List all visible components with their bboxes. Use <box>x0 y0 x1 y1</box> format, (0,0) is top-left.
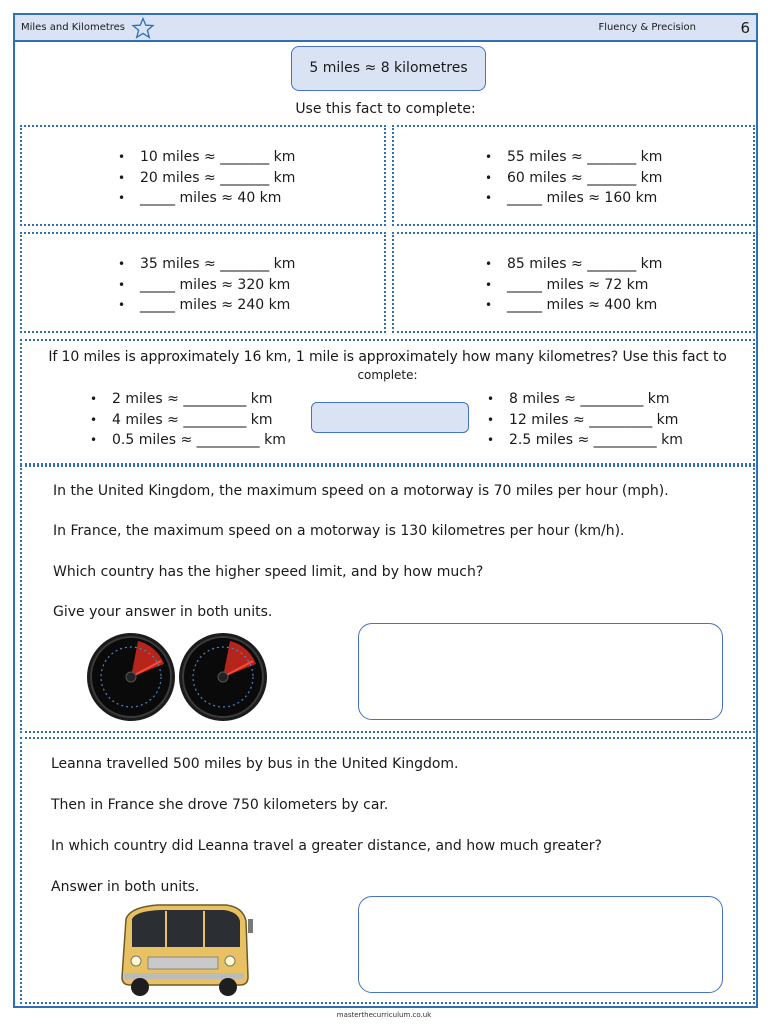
list-item: • _____ miles ≈ 240 km <box>118 295 295 316</box>
exercise-box-4 <box>392 232 755 333</box>
list-item: • 85 miles ≈ _______ km <box>485 254 662 275</box>
header-bar <box>15 15 756 42</box>
section-label: Fluency & Precision <box>598 22 696 33</box>
working-box[interactable] <box>311 402 469 433</box>
list-item: • 4 miles ≈ _________ km <box>90 410 286 431</box>
speedometer-icon <box>87 632 267 722</box>
footer-website: masterthecurriculum.co.uk <box>336 1011 432 1019</box>
question-text: Which country has the higher speed limit, and by how much? <box>53 564 484 580</box>
answer-box[interactable] <box>358 896 723 993</box>
list-item: • _____ miles ≈ 40 km <box>118 188 295 209</box>
question-text: In the United Kingdom, the maximum speed on a motorway is 70 miles per hour (mph). <box>53 483 669 499</box>
answer-box[interactable] <box>358 623 723 720</box>
question-text: Leanna travelled 500 miles by bus in the United Kingdom. <box>51 756 459 772</box>
exercise-box-1 <box>20 125 386 226</box>
question-text: Answer in both units. <box>51 879 200 895</box>
list-item: • 2 miles ≈ _________ km <box>90 389 286 410</box>
list-item: • 2.5 miles ≈ _________ km <box>487 430 683 451</box>
list-item: • _____ miles ≈ 400 km <box>485 295 662 316</box>
page-number: 6 <box>740 19 750 37</box>
question-text: If 10 miles is approximately 16 km, 1 mile is approximately how many kilometres? Use this fact to <box>48 349 727 365</box>
question-text: Then in France she drove 750 kilometers by car. <box>51 797 389 813</box>
list-item: • 55 miles ≈ _______ km <box>485 147 662 168</box>
list-item: • 0.5 miles ≈ _________ km <box>90 430 286 451</box>
fact-box: 5 miles ≈ 8 kilometres <box>291 46 486 91</box>
list-item: • 20 miles ≈ _______ km <box>118 168 295 189</box>
list-item: • 60 miles ≈ _______ km <box>485 168 662 189</box>
worksheet-page <box>13 13 758 1008</box>
list-item: • 8 miles ≈ _________ km <box>487 389 683 410</box>
instruction-text: Use this fact to complete: <box>295 101 476 117</box>
list-item: • 35 miles ≈ _______ km <box>118 254 295 275</box>
list-item: • 12 miles ≈ _________ km <box>487 410 683 431</box>
list-item: • 10 miles ≈ _______ km <box>118 147 295 168</box>
list-item: • _____ miles ≈ 320 km <box>118 275 295 296</box>
speed-limit-section <box>20 465 755 733</box>
question-text-cont: complete: <box>357 368 418 382</box>
worksheet-title: Miles and Kilometres <box>21 22 126 33</box>
bus-icon <box>108 899 258 999</box>
list-item: • _____ miles ≈ 160 km <box>485 188 662 209</box>
list-item: • _____ miles ≈ 72 km <box>485 275 662 296</box>
distance-section <box>20 737 755 1004</box>
exercise-box-2 <box>392 125 755 226</box>
conversion-section <box>20 339 755 465</box>
star-outline-icon <box>131 17 155 39</box>
exercise-box-3 <box>20 232 386 333</box>
question-text: In which country did Leanna travel a greater distance, and how much greater? <box>51 838 602 854</box>
question-text: Give your answer in both units. <box>53 604 273 620</box>
question-text: In France, the maximum speed on a motorway is 130 kilometres per hour (km/h). <box>53 523 625 539</box>
